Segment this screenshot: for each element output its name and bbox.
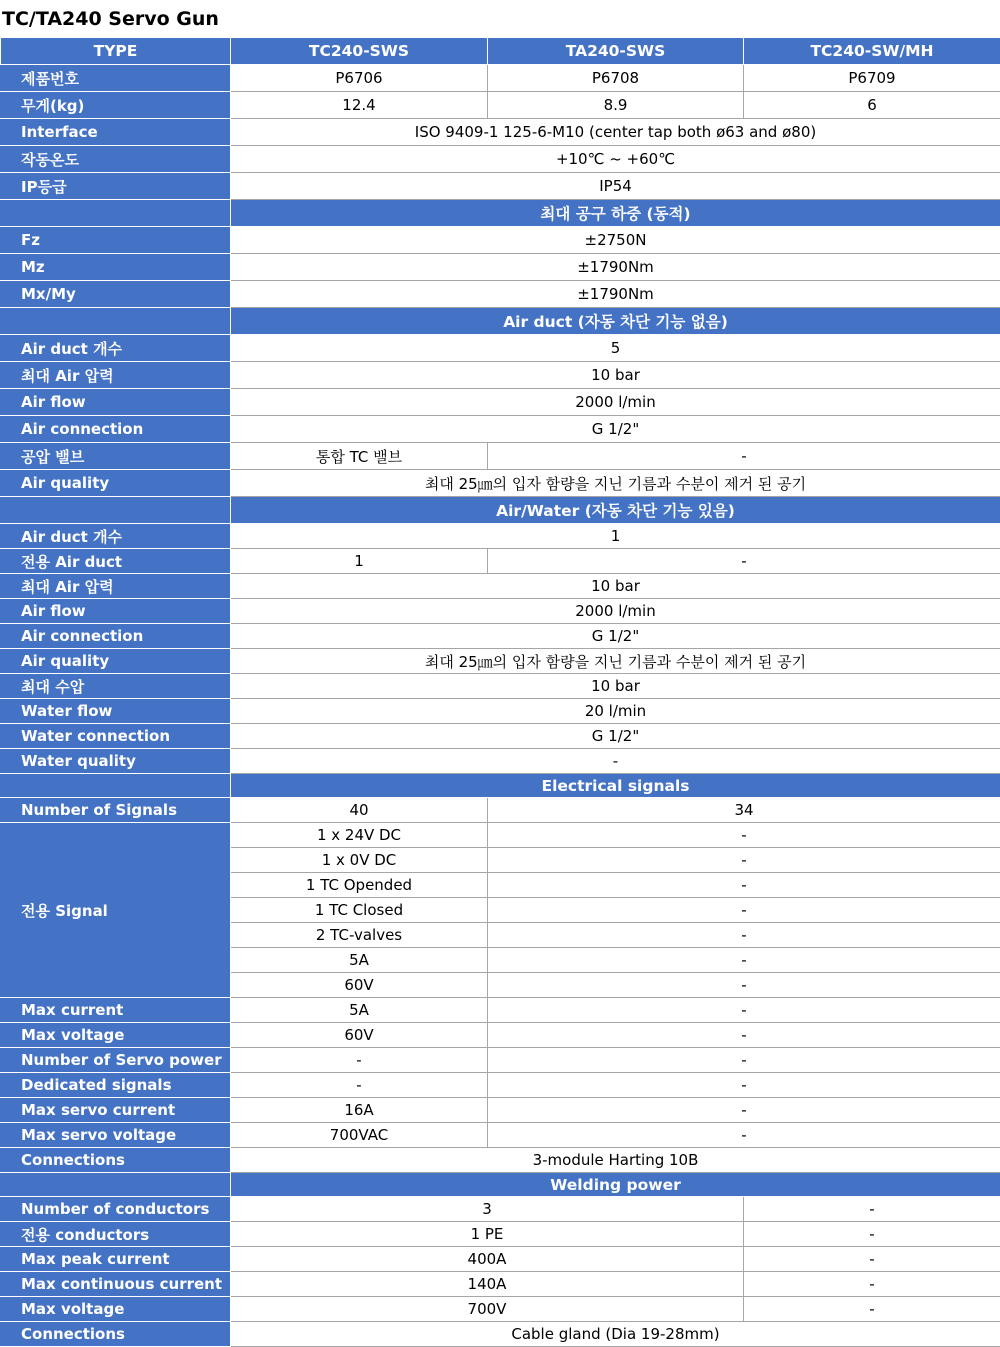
table-row [1,699,1000,724]
row-label: Air connection [1,416,231,443]
value-cell: 400A [231,1247,744,1272]
value-cell: ±1790Nm [231,281,1000,308]
value-cell: 5A [231,948,488,973]
value-cell: - [488,1023,1000,1048]
value-cell: 60V [231,973,488,998]
table-row [1,1247,1000,1272]
value-cell: - [488,823,1000,848]
row-label: Max servo current [1,1098,231,1123]
value-cell: 3 [231,1197,744,1222]
table-row [1,92,1000,119]
section-row [1,774,1000,798]
table-row [1,1322,1000,1347]
value-cell: G 1/2" [231,416,1000,443]
row-label: 최대 Air 압력 [1,574,231,599]
value-cell: - [488,973,1000,998]
table-row [1,470,1000,497]
table-row [1,724,1000,749]
value-cell: - [488,898,1000,923]
value-cell: 5 [231,335,1000,362]
row-label: 무게(kg) [1,92,231,119]
value-cell: ±2750N [231,227,1000,254]
row-label: Number of Servo power [1,1048,231,1073]
row-label: Connections [1,1148,231,1173]
table-row [1,549,1000,574]
table-row [1,624,1000,649]
table-row [1,389,1000,416]
table-row [1,1123,1000,1148]
row-label: 전용 Signal [1,823,231,998]
row-label: Max servo voltage [1,1123,231,1148]
row-label: Air flow [1,599,231,624]
table-row [1,998,1000,1023]
table-row [1,649,1000,674]
table-row [1,119,1000,146]
row-label: Water quality [1,749,231,774]
table-row [1,1098,1000,1123]
value-cell: - [231,1048,488,1073]
table-row [1,1297,1000,1322]
table-row [1,1197,1000,1222]
section-label-cell [1,308,231,335]
row-label: Air quality [1,470,231,497]
value-cell: 6 [744,92,1000,119]
value-cell: - [744,1272,1000,1297]
value-cell: P6706 [231,65,488,92]
value-cell: - [744,1247,1000,1272]
value-cell: - [488,1073,1000,1098]
table-row [1,524,1000,549]
table-row [1,823,1000,848]
value-cell: 2 TC-valves [231,923,488,948]
value-cell: - [488,1048,1000,1073]
table-row [1,254,1000,281]
value-cell: - [488,1123,1000,1148]
value-cell: 60V [231,1023,488,1048]
header-row [1,38,1000,65]
value-cell: 10 bar [231,674,1000,699]
row-label: Max voltage [1,1023,231,1048]
value-cell: - [488,1098,1000,1123]
table-row [1,1148,1000,1173]
row-label: Number of Signals [1,798,231,823]
section-title: 최대 공구 하중 (동적) [231,200,1000,227]
value-cell: - [744,1197,1000,1222]
row-label: Number of conductors [1,1197,231,1222]
value-cell: 1 x 24V DC [231,823,488,848]
row-label: 제품번호 [1,65,231,92]
value-cell: - [744,1222,1000,1247]
row-label: 작동온도 [1,146,231,173]
value-cell: 20 l/min [231,699,1000,724]
value-cell: 5A [231,998,488,1023]
row-label: IP등급 [1,173,231,200]
value-cell: P6709 [744,65,1000,92]
table-row [1,574,1000,599]
table-row [1,335,1000,362]
table-row [1,1222,1000,1247]
value-cell: 2000 l/min [231,599,1000,624]
section-row [1,308,1000,335]
table-row [1,362,1000,389]
value-cell: 10 bar [231,574,1000,599]
row-label: Mz [1,254,231,281]
header-tc240-sws: TC240-SWS [231,38,488,65]
table-row [1,1023,1000,1048]
value-cell: 8.9 [488,92,744,119]
header-type: TYPE [1,38,231,65]
value-cell: 10 bar [231,362,1000,389]
table-row [1,798,1000,823]
value-cell: - [488,873,1000,898]
value-cell: 40 [231,798,488,823]
row-label: Connections [1,1322,231,1347]
table-row [1,65,1000,92]
value-cell: 1 PE [231,1222,744,1247]
section-title: Air/Water (자동 차단 기능 있음) [231,497,1000,524]
table-row [1,416,1000,443]
table-row [1,1073,1000,1098]
value-cell: 1 TC Closed [231,898,488,923]
table-row [1,146,1000,173]
row-label: Dedicated signals [1,1073,231,1098]
value-cell: 최대 25㎛의 입자 함량을 지닌 기름과 수분이 제거 된 공기 [231,649,1000,674]
value-cell: 700VAC [231,1123,488,1148]
row-label: Interface [1,119,231,146]
row-label: Max continuous current [1,1272,231,1297]
value-cell: +10℃ ~ +60℃ [231,146,1000,173]
value-cell: - [231,749,1000,774]
value-cell: 12.4 [231,92,488,119]
row-label: Max voltage [1,1297,231,1322]
value-cell: G 1/2" [231,624,1000,649]
row-label: 최대 Air 압력 [1,362,231,389]
table-row [1,173,1000,200]
header-ta240-sws: TA240-SWS [488,38,744,65]
table-row [1,1048,1000,1073]
row-label: Max current [1,998,231,1023]
row-label: 공압 밸브 [1,443,231,470]
row-label: Air quality [1,649,231,674]
value-cell: - [744,1297,1000,1322]
value-cell: ±1790Nm [231,254,1000,281]
table-row [1,443,1000,470]
value-cell: - [488,923,1000,948]
value-cell: Cable gland (Dia 19-28mm) [231,1322,1000,1347]
section-title: Air duct (자동 차단 기능 없음) [231,308,1000,335]
value-cell: ISO 9409-1 125-6-M10 (center tap both ø63 and ø80) [231,119,1000,146]
section-row [1,1173,1000,1197]
value-cell: - [488,848,1000,873]
section-title: Welding power [231,1173,1000,1197]
section-label-cell [1,1173,231,1197]
row-label: Water connection [1,724,231,749]
value-cell: 16A [231,1098,488,1123]
spec-table [0,37,1000,1347]
value-cell: 1 TC Opended [231,873,488,898]
section-label-cell [1,497,231,524]
value-cell: 2000 l/min [231,389,1000,416]
value-cell: 1 [231,549,488,574]
row-label: Max peak current [1,1247,231,1272]
row-label: Air flow [1,389,231,416]
table-row [1,599,1000,624]
section-row [1,497,1000,524]
value-cell: - [488,948,1000,973]
value-cell: - [231,1073,488,1098]
header-tc240-sw-mh: TC240-SW/MH [744,38,1000,65]
value-cell: P6708 [488,65,744,92]
table-row [1,1272,1000,1297]
spec-body [1,65,1000,1347]
value-cell: 140A [231,1272,744,1297]
section-label-cell [1,200,231,227]
value-cell: 3-module Harting 10B [231,1148,1000,1173]
section-label-cell [1,774,231,798]
value-cell: IP54 [231,173,1000,200]
value-cell: - [488,549,1000,574]
section-title: Electrical signals [231,774,1000,798]
section-row [1,200,1000,227]
table-row [1,281,1000,308]
value-cell: 최대 25㎛의 입자 함량을 지닌 기름과 수분이 제거 된 공기 [231,470,1000,497]
value-cell: 1 [231,524,1000,549]
value-cell: G 1/2" [231,724,1000,749]
row-label: 전용 Air duct [1,549,231,574]
row-label: Air duct 개수 [1,335,231,362]
row-label: Air connection [1,624,231,649]
value-cell: 34 [488,798,1000,823]
value-cell: 700V [231,1297,744,1322]
row-label: Mx/My [1,281,231,308]
value-cell: - [488,443,1000,470]
row-label: Water flow [1,699,231,724]
page-title: TC/TA240 Servo Gun [2,2,219,36]
value-cell: - [488,998,1000,1023]
table-row [1,674,1000,699]
row-label: Fz [1,227,231,254]
row-label: 전용 conductors [1,1222,231,1247]
row-label: 최대 수압 [1,674,231,699]
table-row [1,749,1000,774]
row-label: Air duct 개수 [1,524,231,549]
value-cell: 1 x 0V DC [231,848,488,873]
value-cell: 통합 TC 밸브 [231,443,488,470]
table-row [1,227,1000,254]
